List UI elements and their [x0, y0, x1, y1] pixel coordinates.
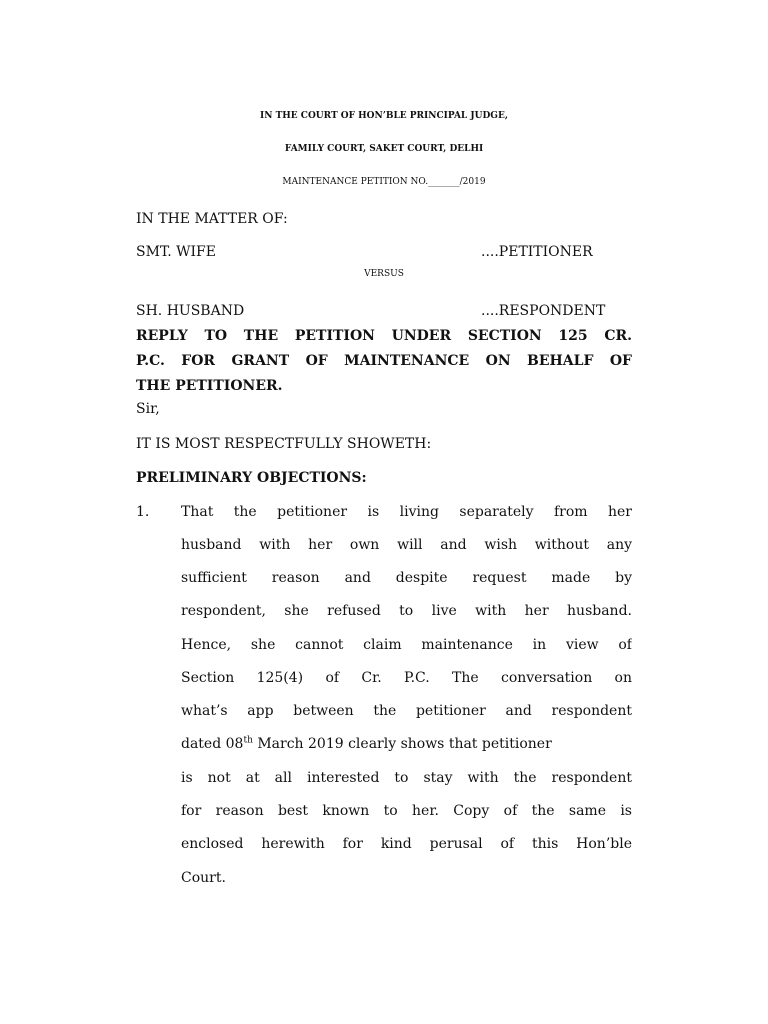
showeth-line: IT IS MOST RESPECTFULLY SHOWETH:	[136, 436, 432, 452]
in-the-matter-label: IN THE MATTER OF:	[136, 211, 288, 227]
dated-ordinal-suffix: th	[243, 735, 253, 746]
versus-label: VERSUS	[364, 269, 404, 279]
paragraph-line: what’s app between the petitioner and respondent	[181, 704, 632, 718]
paragraph-number: 1.	[136, 504, 150, 520]
respondent-role: ....RESPONDENT	[481, 303, 606, 319]
paragraph-line: respondent, she refused to live with her husband.	[181, 604, 632, 618]
reply-title-line2: P.C. FOR GRANT OF MAINTENANCE ON BEHALF OF	[136, 354, 632, 368]
paragraph-line: for reason best known to her. Copy of the same is	[181, 804, 632, 818]
paragraph-line: sufficient reason and despite request made by	[181, 571, 632, 585]
paragraph-line: enclosed herewith for kind perusal of this Hon’ble	[181, 837, 632, 851]
paragraph-line-dated	[181, 737, 632, 751]
salutation: Sir,	[136, 401, 160, 417]
dated-suffix: March 2019 clearly shows that petitioner	[252, 736, 552, 752]
petitioner-name: SMT. WIFE	[136, 244, 216, 260]
paragraph-line: That the petitioner is living separately from her	[181, 505, 632, 519]
paragraph-line: is not at all interested to stay with the respondent	[181, 771, 632, 785]
petitioner-role: ....PETITIONER	[481, 244, 593, 260]
paragraph-line: husband with her own will and wish without any	[181, 538, 632, 552]
court-heading-line1: IN THE COURT OF HON’BLE PRINCIPAL JUDGE,	[260, 111, 508, 121]
paragraph-line: Court.	[181, 870, 226, 886]
paragraph-line: Hence, she cannot claim maintenance in view of	[181, 638, 632, 652]
paragraph-line: Section 125(4) of Cr. P.C. The conversation on	[181, 671, 632, 685]
reply-title-line1: REPLY TO THE PETITION UNDER SECTION 125 CR.	[136, 329, 632, 343]
dated-prefix: dated 08	[181, 736, 244, 752]
respondent-name: SH. HUSBAND	[136, 303, 245, 319]
preliminary-objections-heading: PRELIMINARY OBJECTIONS:	[136, 470, 367, 486]
court-heading-line2: FAMILY COURT, SAKET COURT, DELHI	[284, 144, 484, 154]
reply-title-line3: THE PETITIONER.	[136, 378, 283, 394]
petition-number: MAINTENANCE PETITION NO._______/2019	[282, 177, 486, 187]
